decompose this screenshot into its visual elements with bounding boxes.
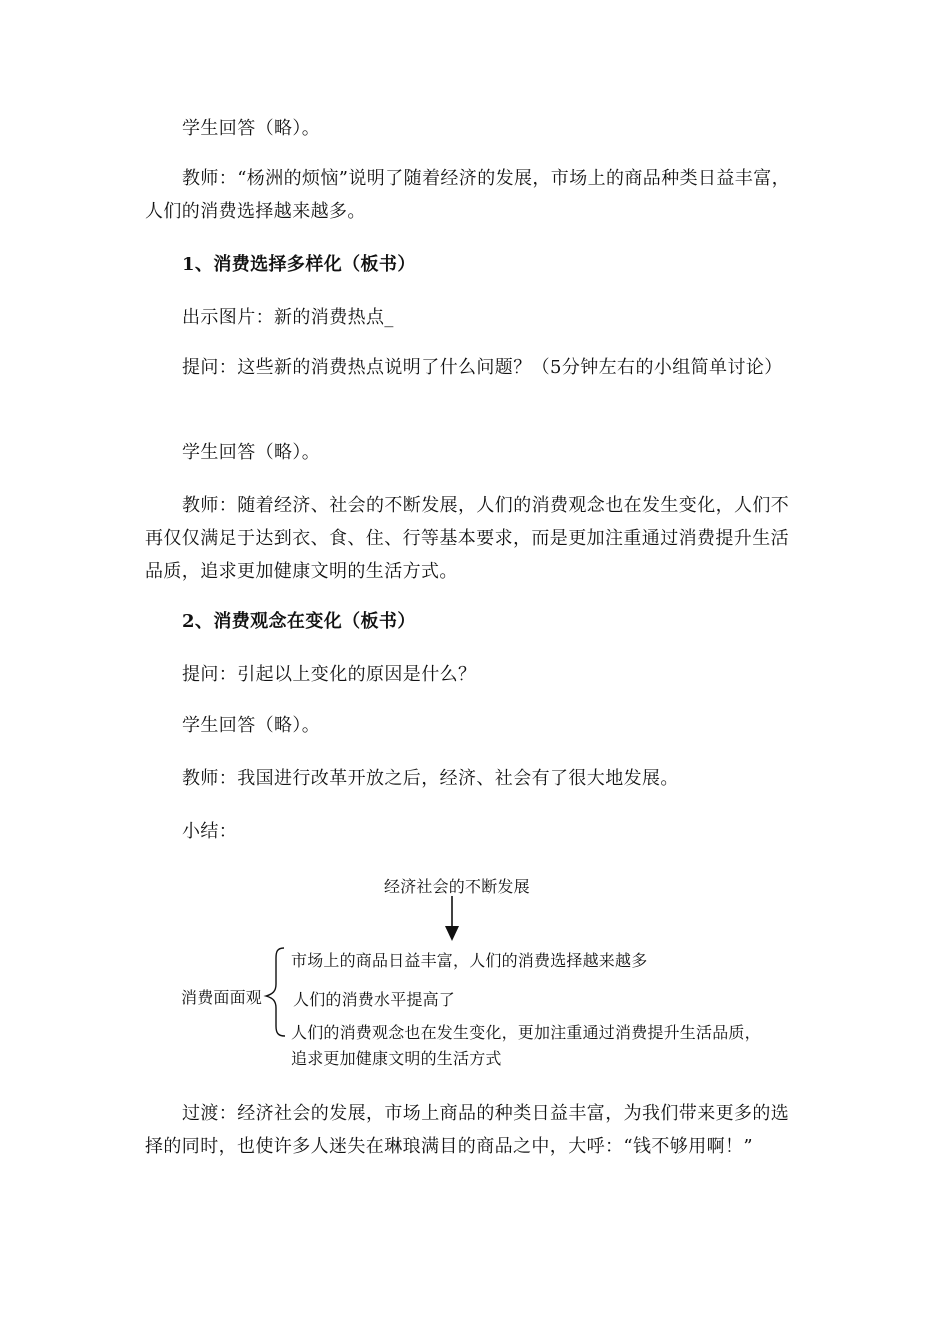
summary-diagram	[0, 860, 950, 1090]
paragraph-question-2: 提问：引起以上变化的原因是什么？	[182, 664, 477, 685]
paragraph-teacher-1: 教师：“杨洲的烦恼”说明了随着经济的发展，市场上的商品种类日益丰富，人们的消费选择越来越多。	[145, 168, 791, 222]
diagram-branch-2: 人们的消费水平提高了	[293, 990, 456, 1009]
down-arrow-head	[445, 926, 459, 941]
paragraph-teacher-3: 教师：我国进行改革开放之后，经济、社会有了很大地发展。	[182, 768, 679, 789]
heading-consumption-concept: 2、消费观念在变化（板书）	[182, 611, 416, 632]
paragraph-transition: 过渡：经济社会的发展，市场上商品的种类日益丰富，为我们带来更多的选择的同时，也使许多人迷失在琳琅满目的商品之中，大呼：“钱不够用啊！”	[145, 1103, 790, 1157]
paragraph-student-answer-1: 学生回答（略）。	[182, 118, 321, 139]
diagram-left-label: 消费面面观	[181, 988, 263, 1007]
paragraph-student-answer-3: 学生回答（略）。	[182, 715, 321, 736]
diagram-branch-3-line-1: 人们的消费观念也在发生变化，更加注重通过消费提升生活品质，	[291, 1023, 761, 1042]
paragraph-teacher-2: 教师：随着经济、社会的不断发展，人们的消费观念也在发生变化，人们不再仅仅满足于达到衣、食、住、行等基本要求，而是更加注重通过消费提升生活品质，追求更加健康文明的生活方式。	[145, 495, 790, 582]
diagram-branch-1: 市场上的商品日益丰富，人们的消费选择越来越多	[291, 951, 648, 970]
left-brace	[266, 948, 285, 1036]
paragraph-summary-label: 小结：	[182, 821, 238, 842]
heading-consumption-diversity: 1、消费选择多样化（板书）	[182, 254, 416, 275]
paragraph-question-1: 提问：这些新的消费热点说明了什么问题？（5分钟左右的小组简单讨论）	[182, 357, 783, 378]
paragraph-student-answer-2: 学生回答（略）。	[182, 442, 321, 463]
diagram-top-label: 经济社会的不断发展	[384, 877, 530, 896]
paragraph-show-picture: 出示图片：新的消费热点_	[182, 307, 394, 328]
diagram-branch-3-line-2: 追求更加健康文明的生活方式	[291, 1049, 502, 1068]
